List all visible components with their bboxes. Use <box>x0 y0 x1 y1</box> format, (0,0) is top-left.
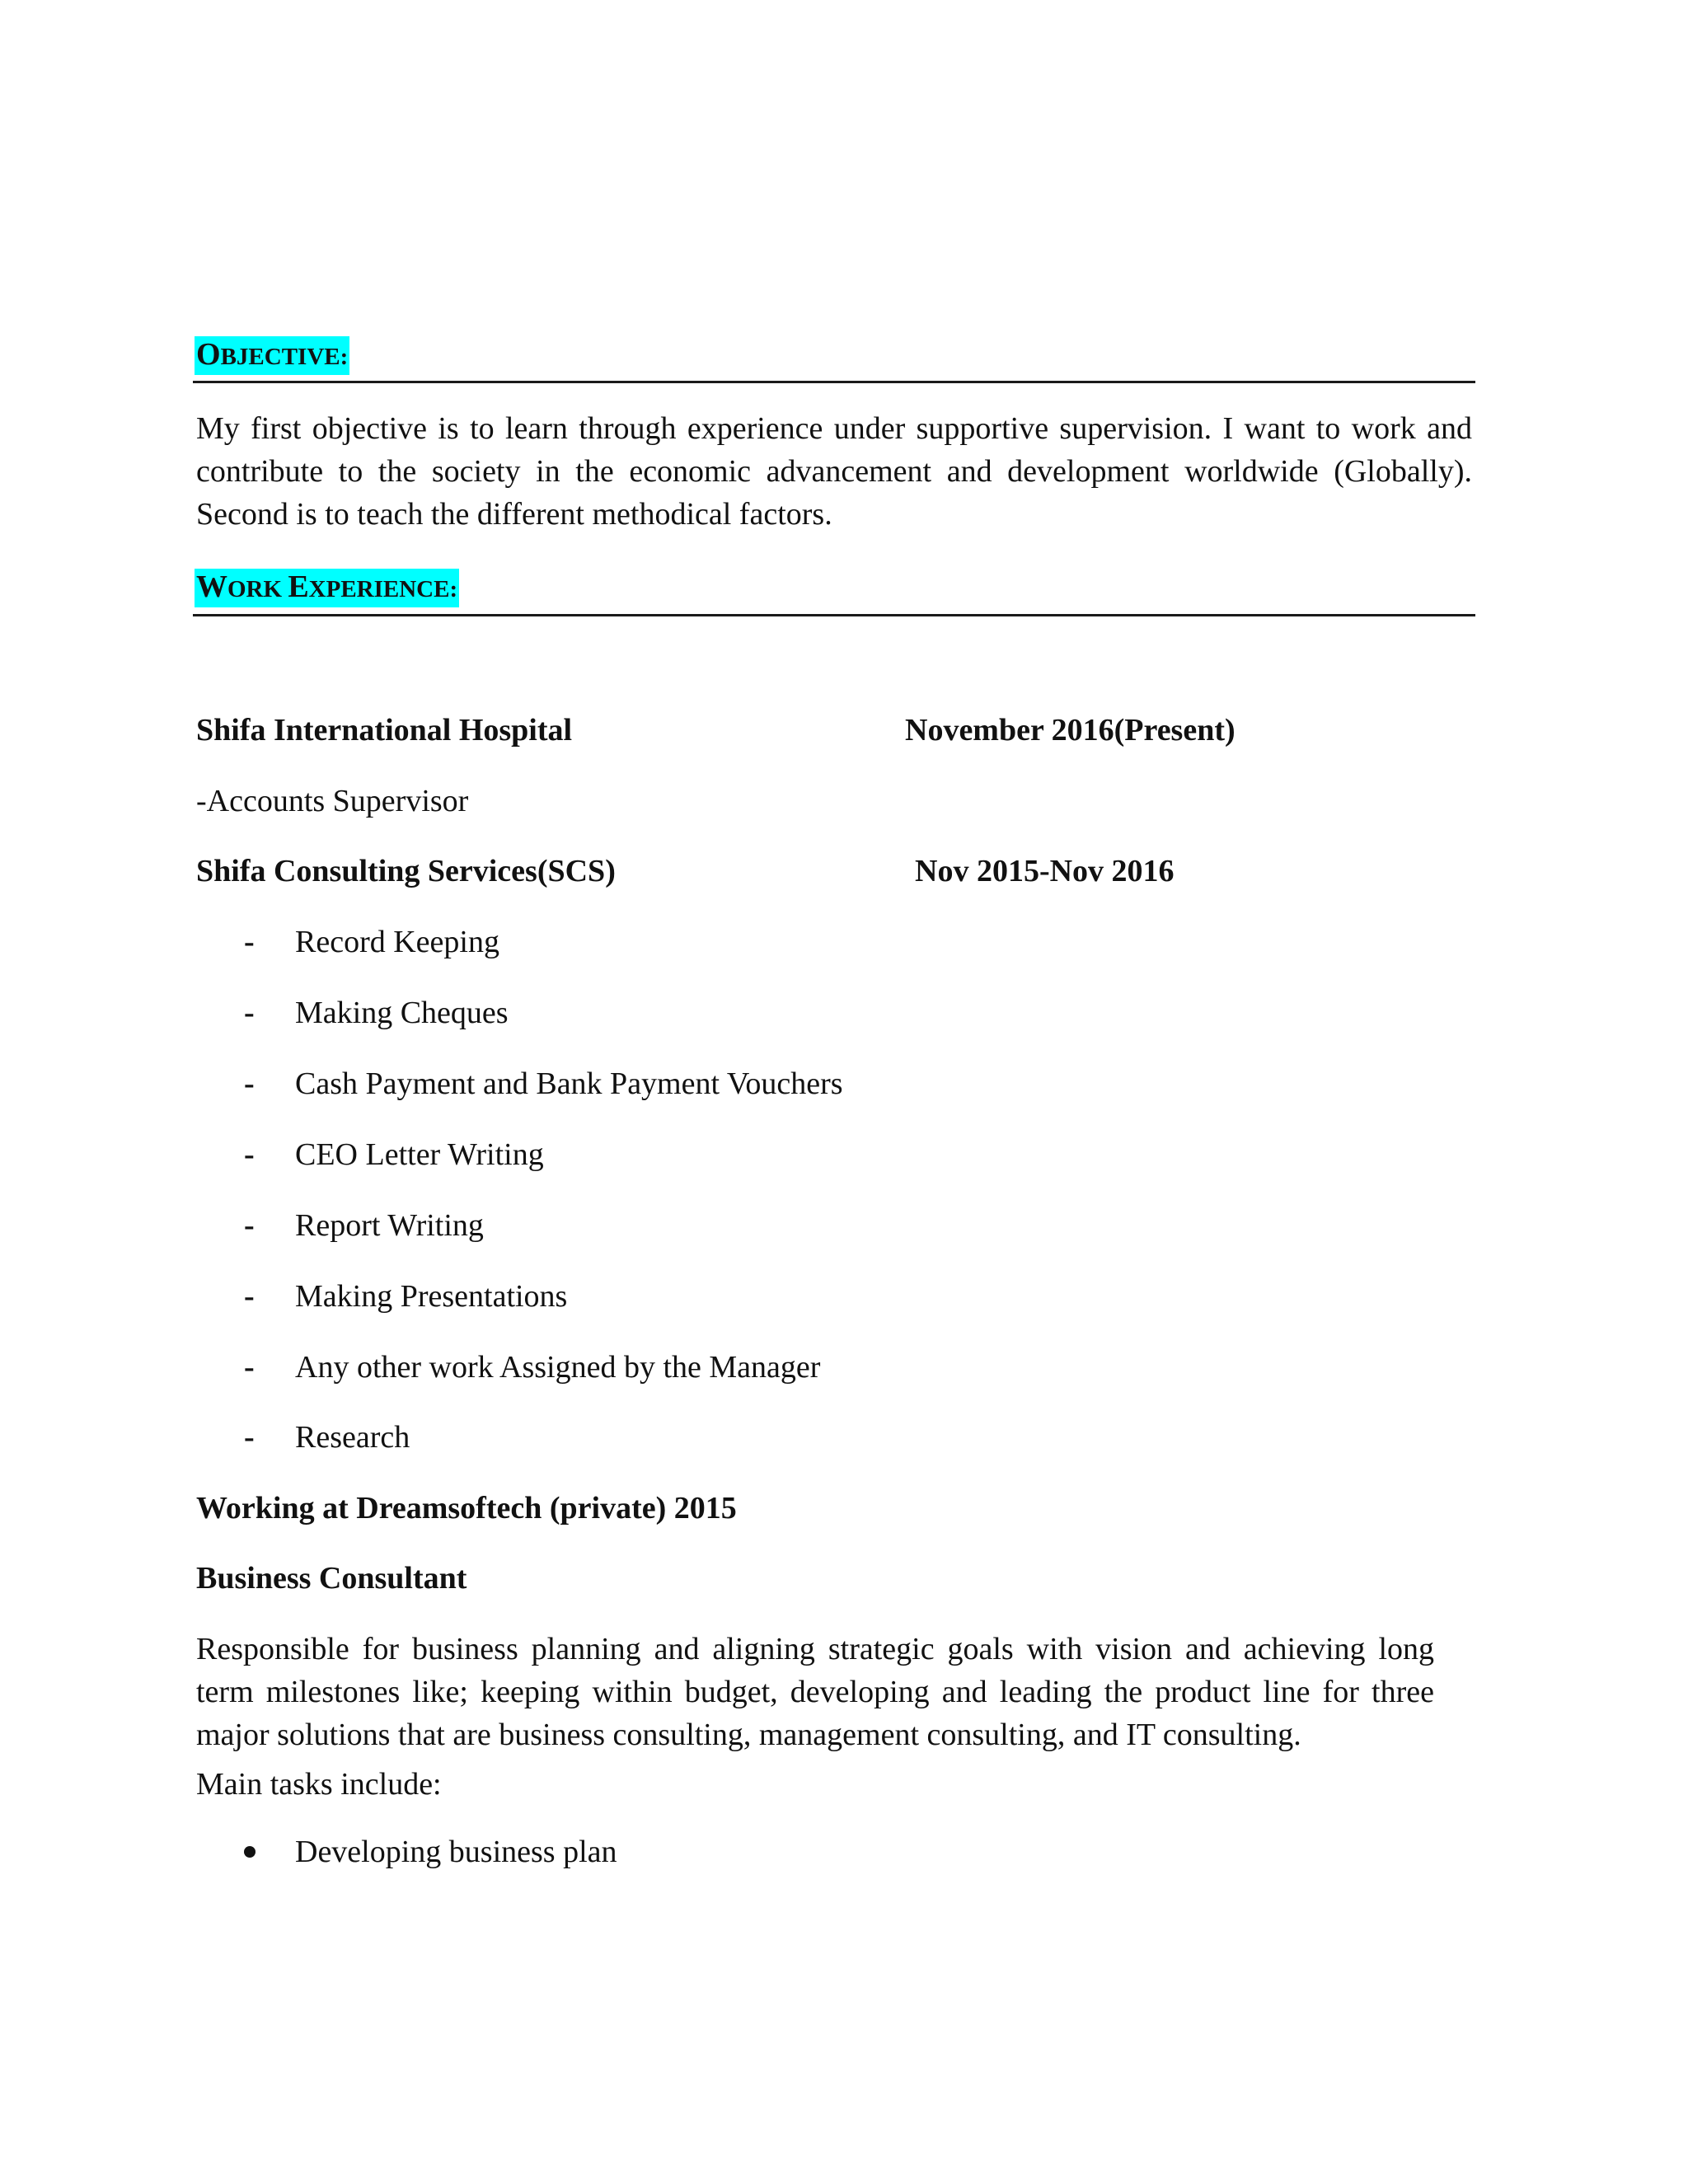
objective-heading: OBJECTIVE: <box>195 336 349 375</box>
dash-bullet: - <box>244 1279 255 1314</box>
work-experience-divider <box>193 614 1475 616</box>
job3-tasks-intro: Main tasks include: <box>196 1767 442 1802</box>
objective-divider <box>193 381 1475 383</box>
objective-text: My first objective is to learn through experience under supportive supervision. I want to work and contribute to the society in the economic advancement and development worldwide (Globally). Second is to teach the different methodical factors. <box>196 411 1472 532</box>
bullet-dot-icon <box>244 1846 256 1858</box>
job3-description: Responsible for business planning and aligning strategic goals with vision and achieving long term milestones like; keeping within budget, developing and leading the product line for three major solutions that are business consulting, management consulting, and IT consulting. <box>196 1632 1434 1752</box>
duty-text: Record Keeping <box>295 925 499 959</box>
dash-bullet: - <box>244 1420 255 1455</box>
job1-date: November 2016(Present) <box>905 713 1236 748</box>
dash-bullet: - <box>244 1066 255 1101</box>
duty-text: Report Writing <box>295 1208 484 1243</box>
duty-text: Cash Payment and Bank Payment Vouchers <box>295 1066 843 1101</box>
dash-bullet: - <box>244 996 255 1030</box>
job1-employer: Shifa International Hospital <box>196 713 573 748</box>
duty-text: Making Presentations <box>295 1279 568 1314</box>
dash-bullet: - <box>244 925 255 959</box>
work-experience-heading: WORK EXPERIENCE: <box>195 569 459 607</box>
duty-text: Any other work Assigned by the Manager <box>295 1350 821 1385</box>
duty-text: Making Cheques <box>295 996 509 1030</box>
job3-employer: Working at Dreamsoftech (private) 2015 <box>196 1491 737 1526</box>
job2-date: Nov 2015-Nov 2016 <box>915 854 1175 888</box>
job3-role: Business Consultant <box>196 1561 467 1596</box>
duty-text: Research <box>295 1420 410 1455</box>
dash-bullet: - <box>244 1208 255 1243</box>
dash-bullet: - <box>244 1350 255 1385</box>
dash-bullet: - <box>244 1137 255 1172</box>
job2-employer: Shifa Consulting Services(SCS) <box>196 854 616 888</box>
task-text: Developing business plan <box>295 1835 617 1869</box>
duty-text: CEO Letter Writing <box>295 1137 544 1172</box>
job1-role: -Accounts Supervisor <box>196 784 469 818</box>
